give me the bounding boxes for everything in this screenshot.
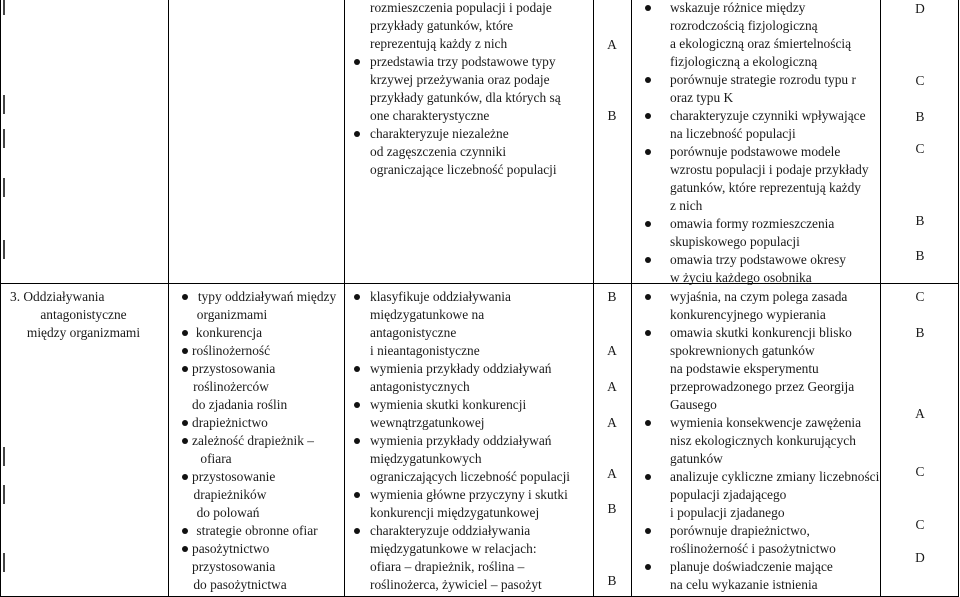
margin-tick — [3, 178, 5, 197]
topic-text: drapieżnictwo — [192, 415, 268, 430]
grade-label: B — [915, 213, 925, 228]
requirement-text: porównuje strategie rozrodu typu r — [670, 72, 856, 87]
topic-text: roślinożerców — [193, 379, 269, 394]
table-border-left — [0, 0, 1, 597]
topic-text: pasożytnictwo — [192, 541, 270, 556]
requirement-text: charakteryzuje oddziaływania — [370, 523, 531, 538]
grade-label: B — [915, 109, 925, 124]
topic-text: przystosowania — [192, 559, 276, 574]
requirement-text: Gausego — [670, 397, 717, 412]
margin-tick — [3, 447, 5, 466]
requirement-text: w życiu każdego osobnika — [670, 270, 812, 285]
margin-tick — [3, 240, 5, 259]
requirement-text: gatunków — [670, 451, 723, 466]
bullet-icon — [645, 474, 651, 480]
grade-label: B — [915, 325, 925, 340]
requirement-text: wymienia skutki konkurencji — [370, 397, 527, 412]
bullet-icon — [354, 438, 360, 444]
requirement-text: wymienia przykłady oddziaływań — [370, 433, 552, 448]
requirement-text: porównuje podstawowe modele — [670, 144, 841, 159]
column-divider-2 — [344, 0, 345, 597]
bullet-icon — [354, 59, 360, 65]
margin-tick — [3, 95, 5, 114]
grade-label: A — [607, 343, 617, 358]
requirement-text: a ekologiczną oraz śmiertelnością — [670, 36, 852, 51]
bullet-icon — [182, 546, 188, 552]
requirement-text: roślinożerca, żywiciel – pasożyt — [370, 577, 542, 592]
margin-tick — [3, 129, 5, 148]
requirement-text: ofiara – drapieżnik, roślina – — [370, 559, 525, 574]
requirement-text: wymienia konsekwencje zawężenia — [670, 415, 862, 430]
topic-text: do pasożytnictwa — [193, 577, 287, 592]
topic-text: drapieżników — [193, 487, 267, 502]
requirement-text: charakteryzuje czynniki wpływające — [670, 108, 866, 123]
topic-text: przystosowania — [192, 361, 276, 376]
requirement-text: reprezentują każdy z nich — [370, 36, 508, 51]
requirement-text: i populacji zjadanego — [670, 505, 785, 520]
requirement-text: antagonistycznych — [370, 379, 470, 394]
requirement-text: wskazuje różnice między — [670, 0, 806, 15]
requirement-text: roślinożerność i pasożytnictwo — [670, 541, 836, 556]
requirement-text: analizuje cykliczne zmiany liczebności — [670, 469, 880, 484]
grades-column-extended — [880, 0, 958, 597]
bullet-icon — [354, 366, 360, 372]
topic-text: przystosowanie — [192, 469, 276, 484]
requirement-text: wyjaśnia, na czym polega zasada — [670, 289, 848, 304]
requirement-text: planuje doświadczenie mające — [670, 559, 833, 574]
topic-text: zależność drapieżnik – — [192, 433, 314, 448]
topic-text: roślinożerność — [192, 343, 271, 358]
grade-label: A — [607, 379, 617, 394]
bullet-icon — [182, 366, 188, 372]
requirement-text: omawia skutki konkurencji blisko — [670, 325, 852, 340]
requirement-text: rozrodczością fizjologiczną — [670, 18, 818, 33]
topic-text: typy oddziaływań między — [197, 289, 337, 304]
topic-text: ofiara — [200, 451, 232, 466]
requirement-text: międzygatunkowe na — [370, 307, 485, 322]
bullet-icon — [354, 528, 360, 534]
grade-label: C — [915, 517, 925, 532]
topic-text: konkurencja — [195, 325, 263, 340]
requirement-text: krzywej przeżywania oraz podaje — [370, 72, 550, 87]
bullet-icon — [645, 149, 651, 155]
topic-text: do zjadania roślin — [192, 397, 288, 412]
bullet-icon — [645, 257, 651, 263]
requirement-text: przykłady gatunków, które — [370, 18, 514, 33]
topic-text: do polowań — [196, 505, 260, 520]
requirement-text: na celu wykazanie istnienia — [670, 577, 818, 592]
bullet-icon — [182, 348, 188, 354]
requirement-text: międzygatunkowych — [370, 451, 482, 466]
grade-label: C — [915, 73, 925, 88]
requirement-text: konkurencji międzygatunkowej — [370, 505, 540, 520]
bullet-icon — [182, 294, 188, 300]
bullet-icon — [645, 77, 651, 83]
grade-label: A — [915, 406, 925, 421]
requirement-text: populacji zjadającego — [670, 487, 787, 502]
requirement-text: konkurencyjnego wypierania — [670, 307, 826, 322]
requirement-text: klasyfikuje oddziaływania — [370, 289, 511, 304]
grade-label: B — [607, 573, 617, 588]
bullet-icon — [354, 492, 360, 498]
requirement-text: wewnątrzgatunkowej — [370, 415, 485, 430]
section-title-line: 3. Oddziaływania — [10, 289, 105, 304]
grade-label: D — [915, 1, 925, 16]
requirement-text: spokrewnionych gatunków — [670, 343, 815, 358]
requirement-text: skupiskowego populacji — [670, 234, 800, 249]
grades-column-basic — [593, 0, 631, 597]
bullet-icon — [354, 402, 360, 408]
requirement-text: z nich — [670, 198, 703, 213]
topic-text: strategie obronne ofiar — [196, 523, 318, 538]
requirement-text: one charakterystyczne — [370, 108, 490, 123]
grade-label: B — [607, 108, 617, 123]
bullet-icon — [182, 474, 188, 480]
requirement-text: gatunków, które reprezentują każdy — [670, 180, 861, 195]
bullet-icon — [645, 330, 651, 336]
bullet-icon — [645, 564, 651, 570]
row-divider — [0, 283, 959, 284]
grade-label: C — [915, 464, 925, 479]
margin-tick — [3, 0, 5, 15]
requirement-text: przedstawia trzy podstawowe typy — [370, 54, 556, 69]
requirement-text: na podstawie eksperymentu — [670, 361, 819, 376]
grade-label: A — [607, 37, 617, 52]
requirement-text: charakteryzuje niezależne — [370, 126, 509, 141]
requirement-text: antagonistyczne — [370, 325, 457, 340]
column-divider-4 — [631, 0, 632, 597]
grade-label: A — [607, 466, 617, 481]
bullet-icon — [182, 528, 188, 534]
bullet-icon — [645, 294, 651, 300]
bullet-icon — [645, 5, 651, 11]
margin-tick — [3, 485, 5, 504]
topic-text: organizmami — [196, 307, 268, 322]
margin-tick — [3, 553, 5, 572]
requirement-text: porównuje drapieżnictwo, — [670, 523, 810, 538]
bullet-icon — [182, 438, 188, 444]
requirement-text: ograniczające liczebność populacji — [370, 162, 557, 177]
grade-label: A — [607, 415, 617, 430]
grade-label: D — [915, 550, 925, 565]
grade-label: C — [915, 289, 925, 304]
requirement-text: wzrostu populacji i podaje przykłady — [670, 162, 869, 177]
bullet-icon — [645, 420, 651, 426]
requirement-text: przeprowadzonego przez Georgija — [670, 379, 855, 394]
section-title-line: antagonistyczne — [40, 307, 127, 322]
requirement-text: omawia formy rozmieszczenia — [670, 216, 835, 231]
bullet-icon — [354, 294, 360, 300]
grade-label: B — [607, 289, 617, 304]
bullet-icon — [645, 113, 651, 119]
requirement-text: wymienia główne przyczyny i skutki — [370, 487, 568, 502]
grade-label: B — [915, 248, 925, 263]
bullet-icon — [645, 221, 651, 227]
grade-label: B — [607, 501, 617, 516]
requirement-text: fizjologiczną a ekologiczną — [670, 54, 818, 69]
requirement-text: oraz typu K — [670, 90, 734, 105]
bullet-icon — [354, 131, 360, 137]
requirement-text: omawia trzy podstawowe okresy — [670, 252, 846, 267]
requirement-text: nisz ekologicznych konkurujących — [670, 433, 856, 448]
requirement-text: międzygatunkowe w relacjach: — [370, 541, 537, 556]
requirement-text: rozmieszczenia populacji i podaje — [370, 0, 552, 15]
requirement-text: na liczebność populacji — [670, 126, 796, 141]
table-border-right — [958, 0, 959, 597]
bullet-icon — [182, 420, 188, 426]
bullet-icon — [645, 528, 651, 534]
column-divider-1 — [168, 0, 169, 597]
requirement-text: ograniczających liczebność populacji — [370, 469, 571, 484]
grade-label: C — [915, 141, 925, 156]
section-title-line: między organizmami — [26, 325, 141, 340]
requirement-text: od zagęszczenia czynniki — [370, 144, 507, 159]
bullet-icon — [182, 330, 188, 336]
requirement-text: i nieantagonistyczne — [370, 343, 480, 358]
requirement-text: przykłady gatunków, dla których są — [370, 90, 561, 105]
requirement-text: wymienia przykłady oddziaływań — [370, 361, 552, 376]
